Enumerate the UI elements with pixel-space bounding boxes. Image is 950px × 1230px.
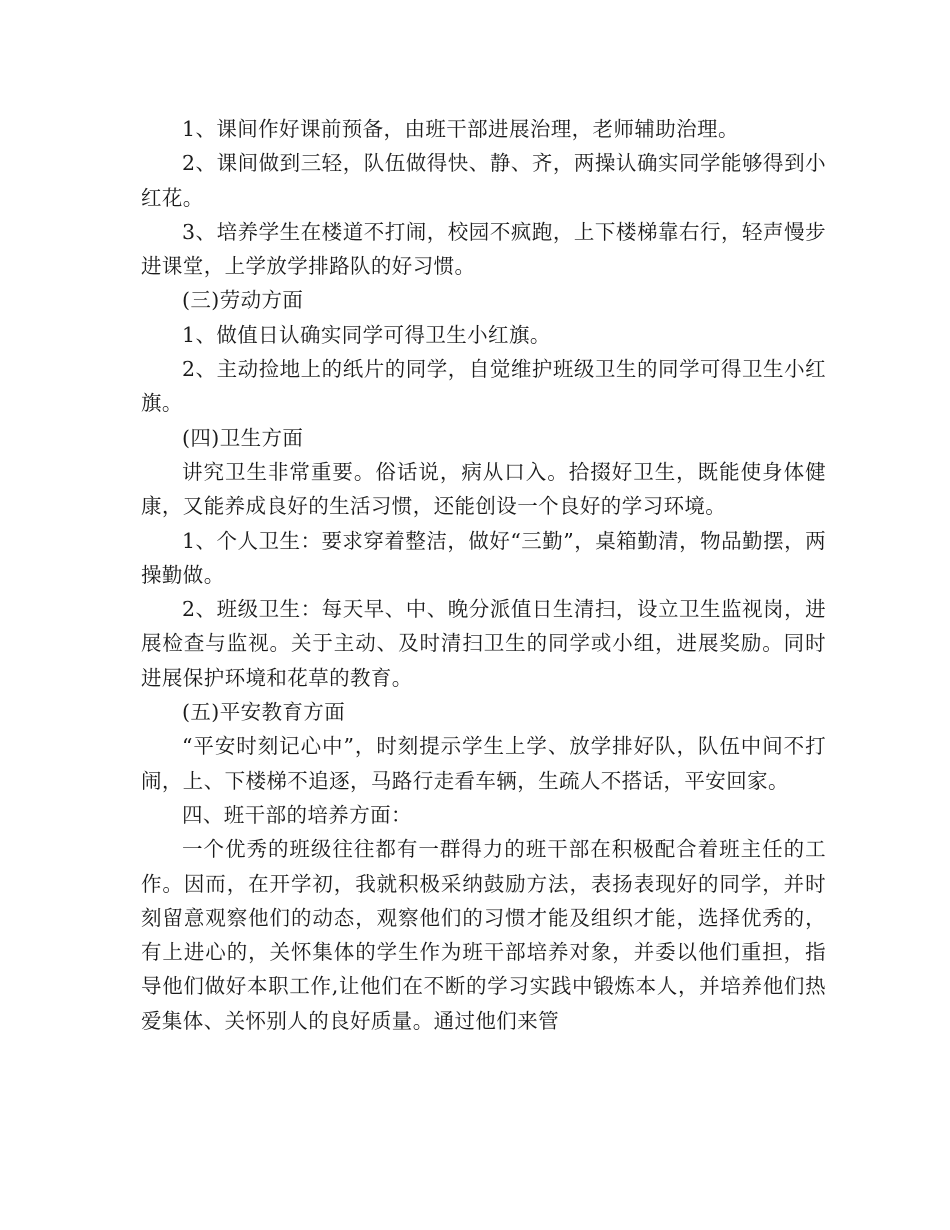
paragraph-14: 一个优秀的班级往往都有一群得力的班干部在积极配合着班主任的工作。因而，在开学初，我就积极采纳鼓励方法，表扬表现好的同学，并时刻留意观察他们的动态，观察他们的习惯才能及组织才能，选择优秀的，有上进心的，关怀集体的学生作为班干部培养对象，并委以他们重担，指导他们做好本职工作,让他们在不断的学习实践中锻炼本人，并培养他们热爱集体、关怀别人的良好质量。通过他们来管 (141, 837, 826, 1033)
paragraph-1: 1、课间作好课前预备，由班干部进展治理，老师辅助治理。 (182, 117, 739, 141)
paragraph-8: 讲究卫生非常重要。俗话说，病从口入。拾掇好卫生，既能使身体健康，又能养成良好的生活习惯，还能创设一个良好的学习环境。 (141, 459, 826, 519)
paragraph-12: “平安时刻记心中”，时刻提示学生上学、放学排好队，队伍中间不打闹，上、下楼梯不追逐，马路行走看车辆，生疏人不搭话，平安回家。 (141, 734, 826, 793)
paragraph-2: 2、课间做到三轻，队伍做得快、静、齐，两操认确实同学能够得到小红花。 (141, 151, 826, 210)
paragraph-5: 1、做值日认确实同学可得卫生小红旗。 (182, 322, 551, 347)
section-heading-safety: (五)平安教育方面 (182, 700, 346, 725)
paragraph-6: 2、主动捡地上的纸片的同学，自觉维护班级卫生的同学可得卫生小红旗。 (141, 357, 826, 416)
section-heading-class-cadre: 四、班干部的培养方面： (182, 802, 412, 827)
paragraph-9: 1、个人卫生：要求穿着整洁，做好“三勤”，桌箱勤清，物品勤摆，两操勤做。 (141, 528, 826, 587)
section-heading-hygiene: (四)卫生方面 (182, 425, 304, 450)
paragraph-10: 2、班级卫生：每天早、中、晚分派值日生清扫，设立卫生监视岗，进展检查与监视。关于主动、及时清扫卫生的同学或小组，进展奖励。同时进展保护环境和花草的教育。 (141, 597, 826, 690)
paragraph-3: 3、培养学生在楼道不打闹，校园不疯跑，上下楼梯靠右行，轻声慢步进课堂，上学放学排路队的好习惯。 (141, 219, 826, 279)
section-heading-labor: (三)劳动方面 (182, 288, 304, 313)
document-body (141, 112, 826, 1038)
